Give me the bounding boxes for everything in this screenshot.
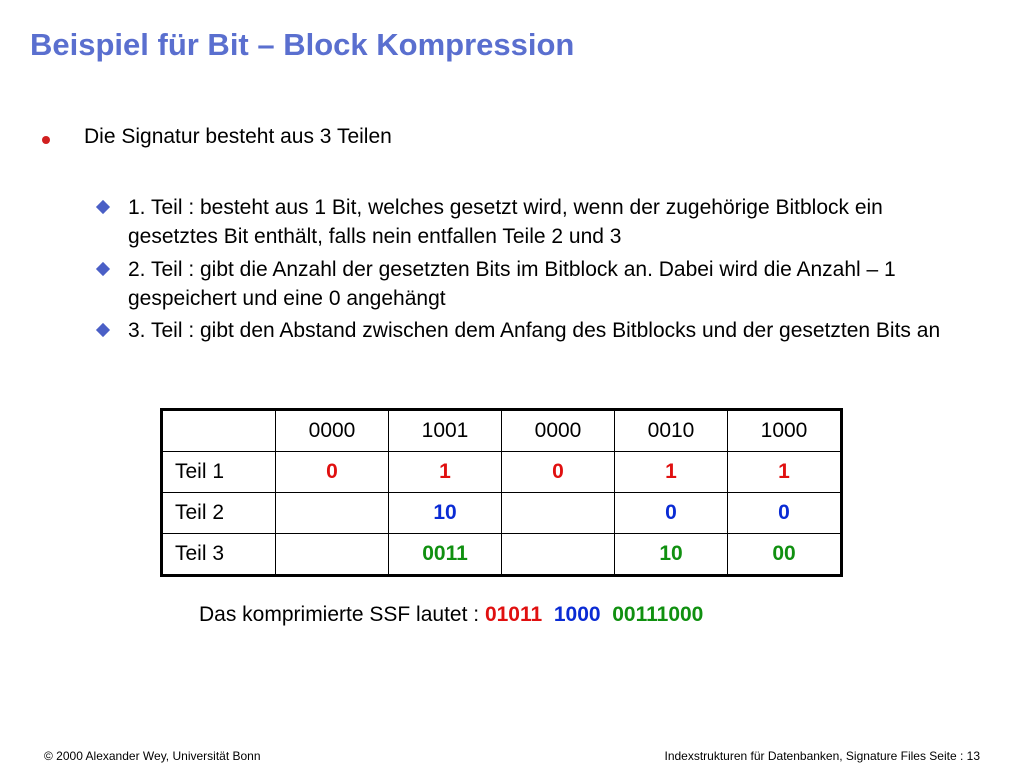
table-header-cell: 1001: [389, 410, 502, 452]
table-cell: [502, 534, 615, 576]
table-cell: [276, 493, 389, 534]
sub-bullet-text: 1. Teil : besteht aus 1 Bit, welches gesetzt wird, wenn der zugehörige Bitblock ein gesetztes Bit enthält, falls nein entfallen Teile 2 und 3: [128, 196, 883, 248]
diamond-bullet-icon: [96, 200, 110, 214]
table-cell: 0011: [389, 534, 502, 576]
row-label: Teil 1: [162, 452, 276, 493]
footer-page-info: Indexstrukturen für Datenbanken, Signature Files Seite : 13: [664, 749, 980, 763]
table-row: [162, 452, 842, 493]
result-prefix: Das komprimierte SSF lautet :: [199, 603, 480, 626]
compression-table: [160, 408, 843, 577]
footer-copyright: © 2000 Alexander Wey, Universität Bonn: [44, 749, 261, 763]
table-cell: [276, 534, 389, 576]
bullet-dot-icon: [42, 136, 50, 144]
slide-title: Beispiel für Bit – Block Kompression: [30, 27, 575, 62]
table-header-cell: 0000: [502, 410, 615, 452]
table-header-cell: 1000: [728, 410, 842, 452]
sub-bullet-3: [98, 316, 978, 345]
table-cell: 0: [728, 493, 842, 534]
table-cell: 1: [728, 452, 842, 493]
table-cell: 1: [389, 452, 502, 493]
result-part-teil1: 01011: [484, 603, 543, 626]
row-label: Teil 3: [162, 534, 276, 576]
table-header-cell: 0010: [615, 410, 728, 452]
sub-bullet-2: [98, 255, 978, 313]
result-part-teil3: 00111000: [612, 603, 704, 626]
table-cell: 00: [728, 534, 842, 576]
table-cell: 10: [389, 493, 502, 534]
row-label: Teil 2: [162, 493, 276, 534]
table-cell: 0: [276, 452, 389, 493]
result-line: [199, 603, 703, 627]
table-corner-cell: [162, 410, 276, 452]
table-cell: 0: [502, 452, 615, 493]
table-row: [162, 493, 842, 534]
sub-bullet-1: [98, 193, 978, 251]
result-part-teil2: 1000: [553, 603, 601, 626]
table-cell: 10: [615, 534, 728, 576]
main-bullet-text: Die Signatur besteht aus 3 Teilen: [84, 125, 392, 148]
table-header-cell: 0000: [276, 410, 389, 452]
table-cell: 0: [615, 493, 728, 534]
diamond-bullet-icon: [96, 323, 110, 337]
sub-bullet-text: 2. Teil : gibt die Anzahl der gesetzten Bits im Bitblock an. Dabei wird die Anzahl – 1 gespeichert und eine 0 angehängt: [128, 258, 896, 310]
table-cell: [502, 493, 615, 534]
diamond-bullet-icon: [96, 262, 110, 276]
table-header-row: [162, 410, 842, 452]
table-cell: 1: [615, 452, 728, 493]
sub-bullet-text: 3. Teil : gibt den Abstand zwischen dem Anfang des Bitblocks und der gesetzten Bits an: [128, 319, 941, 342]
table-row: [162, 534, 842, 576]
